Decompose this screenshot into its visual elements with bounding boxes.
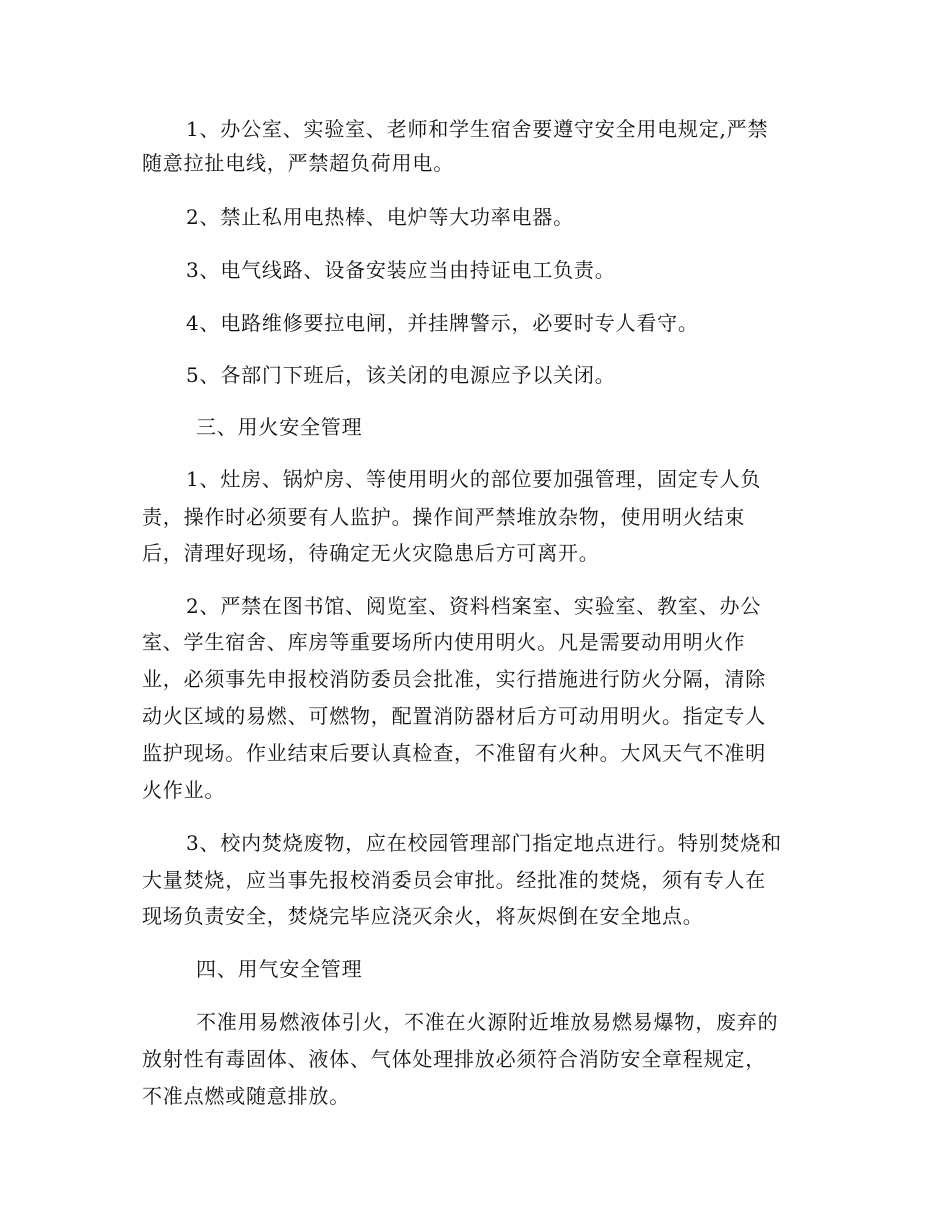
paragraph-7-line-2: 室、学生宿舍、库房等重要场所内使用明火。凡是需要动用明火作	[142, 630, 746, 654]
paragraph-6-line-2: 责，操作时必须要有人监护。操作间严禁堆放杂物，使用明火结束	[142, 505, 746, 529]
paragraph-3-line-1: 3、电气线路、设备安装应当由持证电工负责。	[186, 258, 616, 282]
paragraph-6-line-1: 1、灶房、锅炉房、等使用明火的部位要加强管理，固定专人负	[186, 467, 762, 491]
paragraph-5-line-1: 5、各部门下班后，该关闭的电源应予以关闭。	[186, 363, 616, 387]
paragraph-2-line-1: 2、禁止私用电热棒、电炉等大功率电器。	[186, 205, 574, 229]
paragraph-1-line-1: 1、办公室、实验室、老师和学生宿舍要遵守安全用电规定,严禁	[186, 117, 769, 141]
paragraph-8-line-1: 3、校内焚烧废物，应在校园管理部门指定地点进行。特别焚烧和	[186, 831, 782, 855]
paragraph-9-line-1: 不准用易燃液体引火，不准在火源附近堆放易燃易爆物，废弃的	[196, 1010, 779, 1034]
paragraph-6-line-3: 后，清理好现场，待确定无火灾隐患后方可离开。	[142, 541, 600, 565]
paragraph-7-line-3: 业，必须事先申报校消防委员会批准，实行措施进行防火分隔，清除	[142, 667, 766, 691]
paragraph-8-line-3: 现场负责安全，焚烧完毕应浇灭余火，将灰烬倒在安全地点。	[142, 904, 704, 928]
paragraph-9-line-3: 不准点燃或随意排放。	[142, 1084, 350, 1108]
section-heading-fire: 三、用火安全管理	[196, 415, 363, 439]
paragraph-7-line-5: 监护现场。作业结束后要认真检查，不准留有火种。大风天气不准明	[142, 741, 766, 765]
paragraph-7-line-4: 动火区域的易燃、可燃物，配置消防器材后方可动用明火。指定专人	[142, 704, 766, 728]
paragraph-4-line-1: 4、电路维修要拉电闸，并挂牌警示，必要时专人看守。	[186, 311, 699, 335]
paragraph-7-line-6: 火作业。	[142, 778, 226, 802]
paragraph-7-line-1: 2、严禁在图书馆、阅览室、资料档案室、实验室、教室、办公	[186, 594, 762, 618]
section-heading-gas: 四、用气安全管理	[196, 957, 363, 981]
paragraph-9-line-2: 放射性有毒固体、液体、气体处理排放必须符合消防安全章程规定，	[142, 1047, 766, 1071]
paragraph-1-line-2: 随意拉扯电线，严禁超负荷用电。	[142, 151, 454, 175]
paragraph-8-line-2: 大量焚烧，应当事先报校消委员会审批。经批准的焚烧，须有专人在	[142, 868, 766, 892]
